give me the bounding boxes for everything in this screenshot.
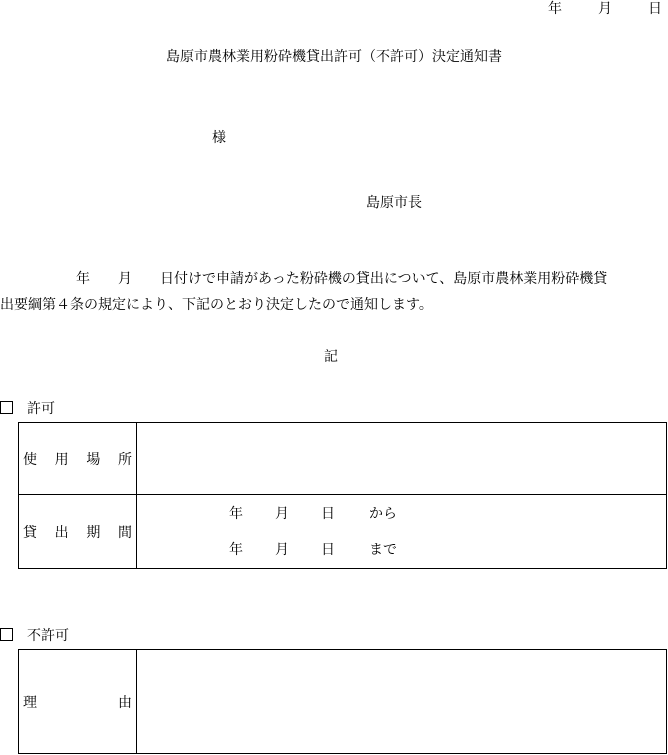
deny-table bbox=[18, 649, 667, 754]
date-day: 日 bbox=[648, 1, 662, 17]
permit-table bbox=[18, 422, 667, 569]
issue-date bbox=[548, 0, 662, 18]
deny-label: 不許可 bbox=[27, 628, 69, 644]
ki-heading: 記 bbox=[324, 349, 338, 365]
permit-checkbox[interactable] bbox=[0, 401, 13, 414]
body-line-1: 年 月 日付けで申請があった粉砕機の貸出について、島原市農林業用粉砕機貸 bbox=[76, 271, 608, 287]
addressee-suffix: 様 bbox=[212, 130, 226, 146]
date-month: 月 bbox=[598, 1, 612, 17]
period-from: 年 月 日 から bbox=[229, 505, 397, 522]
permit-label: 許可 bbox=[27, 401, 55, 417]
period-to: 年 月 日 まで bbox=[229, 541, 397, 558]
permit-option[interactable] bbox=[0, 400, 55, 418]
body-line-2: 出要綱第４条の規定により、下記のとおり決定したので通知します。 bbox=[0, 297, 433, 313]
usage-location-field[interactable] bbox=[137, 423, 667, 495]
reason-label: 理 由 bbox=[19, 650, 137, 754]
deny-checkbox[interactable] bbox=[0, 628, 13, 641]
issuer-name: 島原市長 bbox=[366, 195, 422, 211]
loan-period-label: 貸 出 期 間 bbox=[19, 495, 137, 569]
reason-field[interactable] bbox=[137, 650, 667, 754]
loan-period-field[interactable] bbox=[137, 495, 667, 569]
deny-option[interactable] bbox=[0, 627, 69, 645]
date-year: 年 bbox=[548, 1, 562, 17]
document-title: 島原市農林業用粉砕機貸出許可（不許可）決定通知書 bbox=[166, 49, 502, 65]
usage-location-label: 使 用 場 所 bbox=[19, 423, 137, 495]
